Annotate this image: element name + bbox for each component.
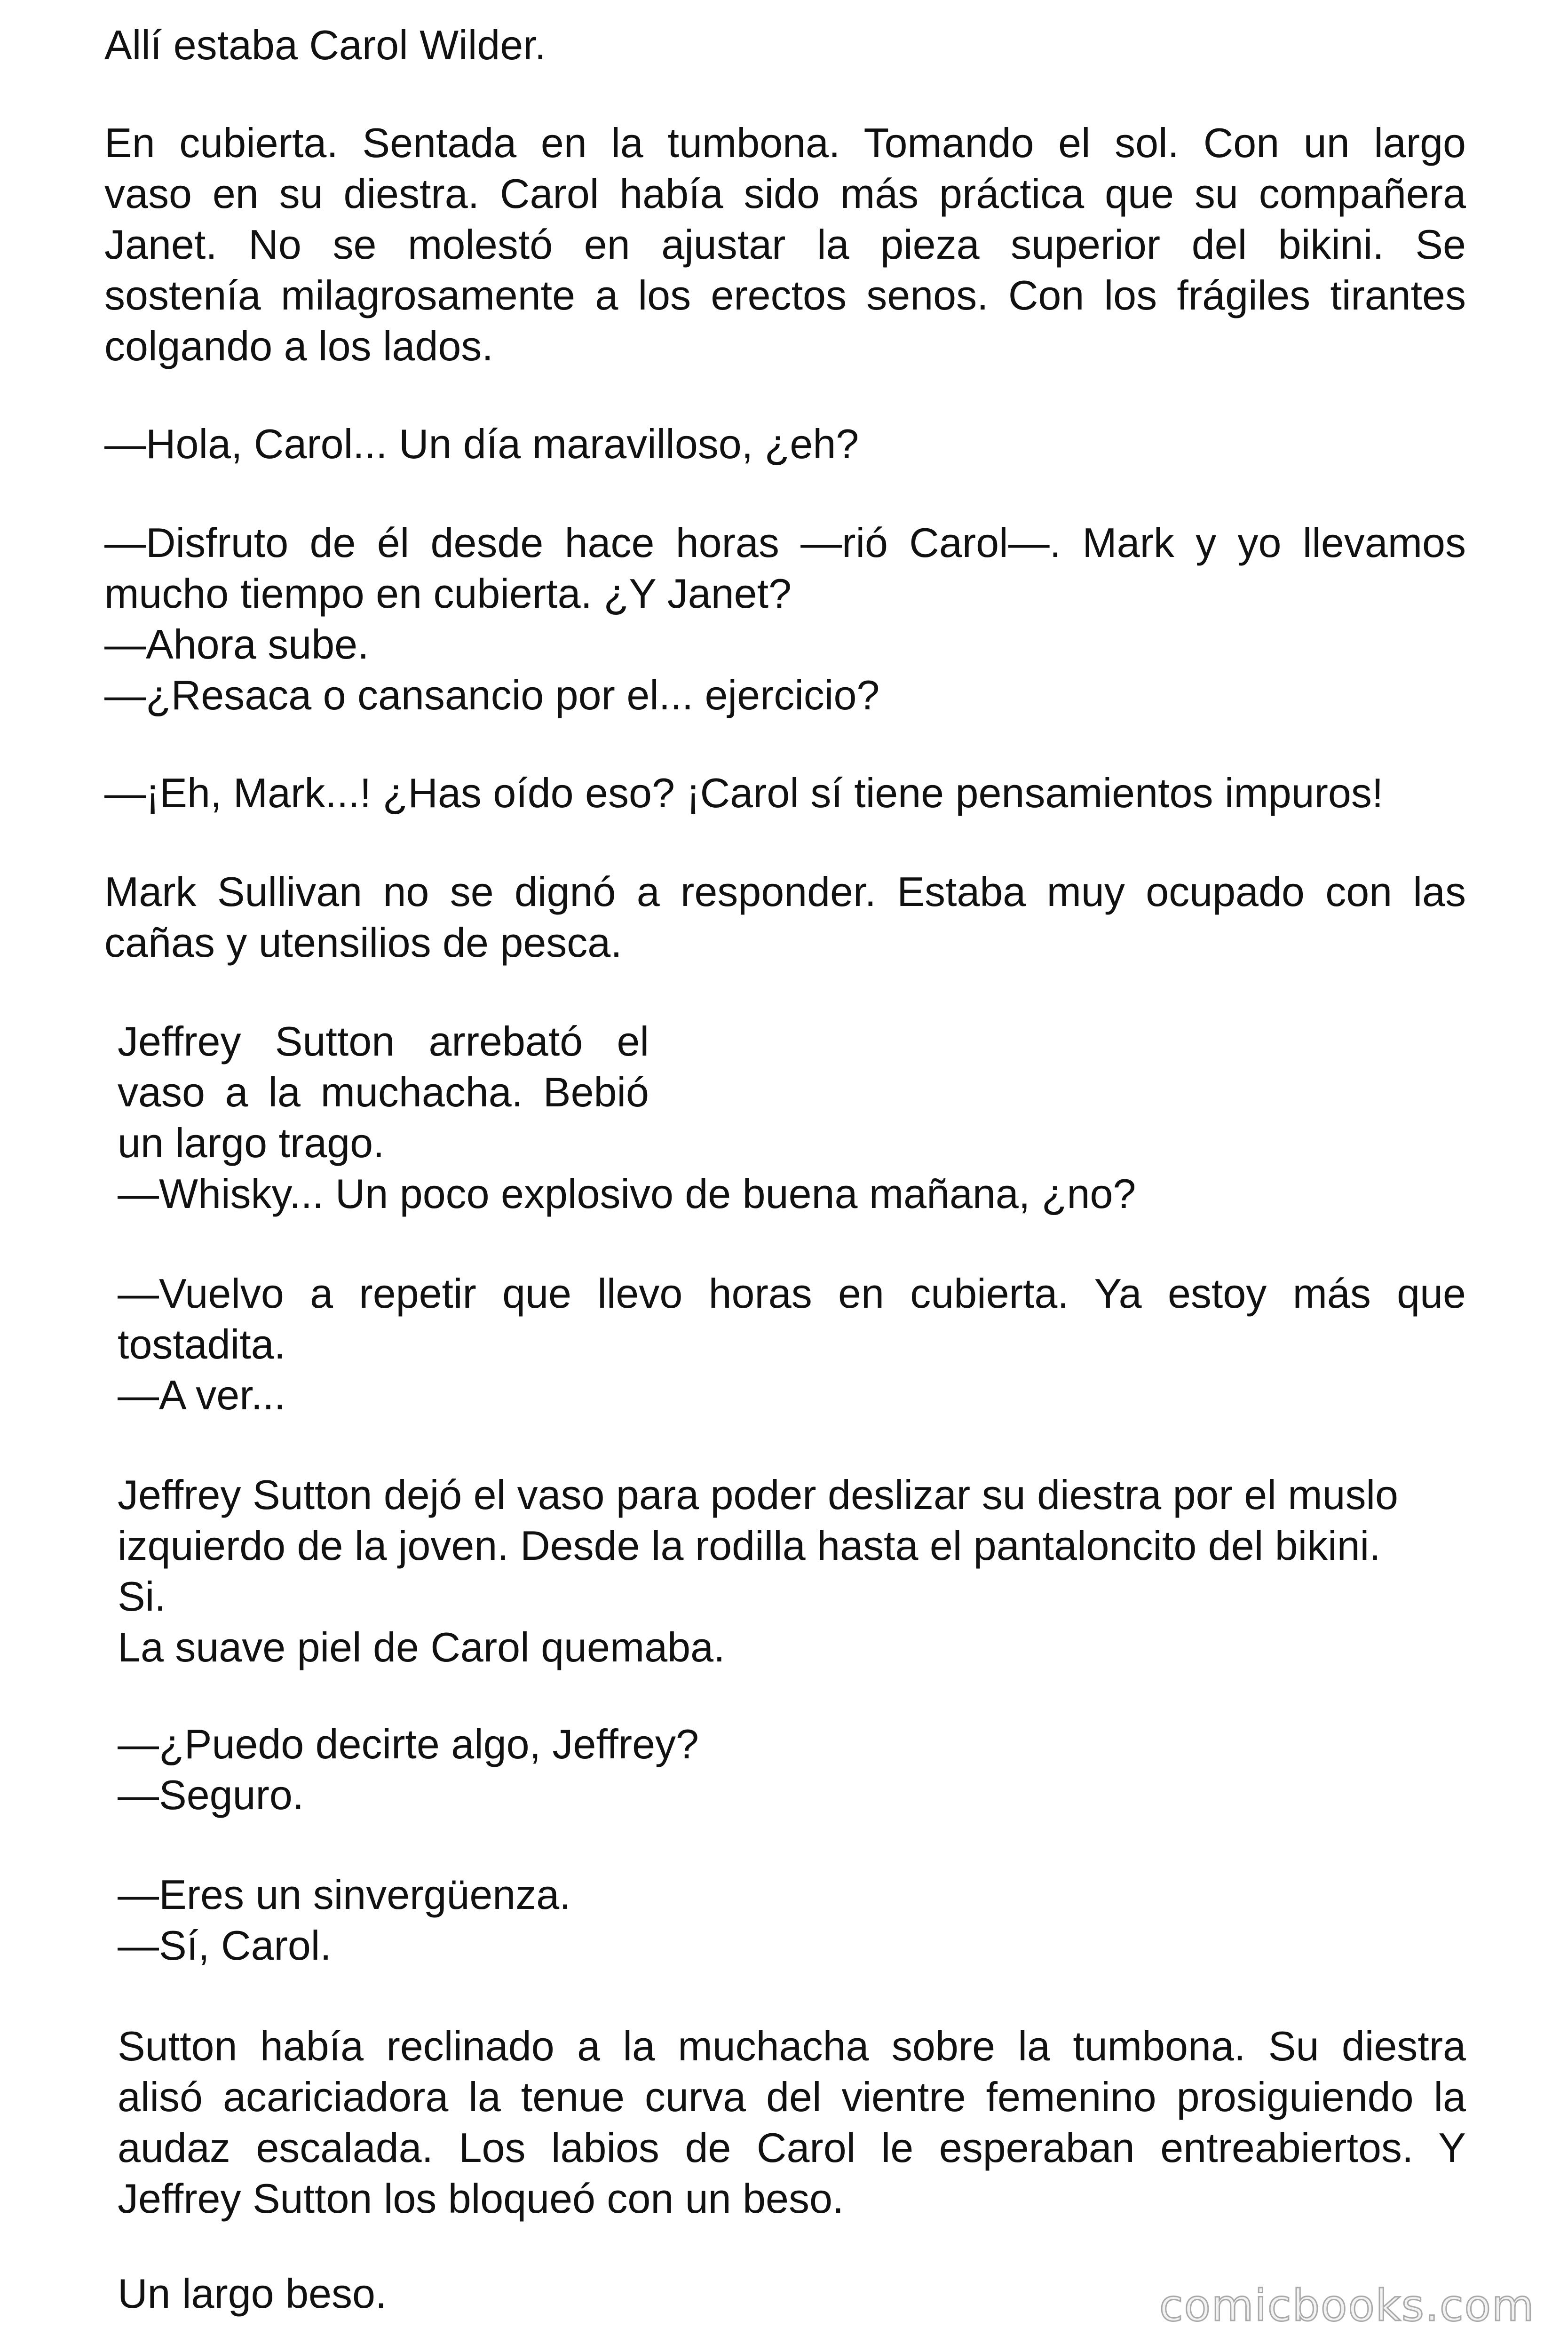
paragraph-carol-intro xyxy=(104,20,1466,71)
text-line: un largo trago. xyxy=(118,1120,385,1166)
text-line: izquierdo de la joven. Desde la rodilla hasta el pantaloncito del bikini. xyxy=(118,1522,1381,1569)
text-line: Un largo beso. xyxy=(118,2270,387,2317)
paragraph-dialogue-decirte xyxy=(118,1719,1466,1820)
paragraph-jeffrey-drink xyxy=(118,1016,649,1168)
text-line: Jeffrey Sutton los bloqueó con un beso. xyxy=(118,2175,844,2222)
text-line: —Whisky... Un poco explosivo de buena mañana, ¿no? xyxy=(118,1170,1136,1217)
text-line: tostadita. xyxy=(118,1321,286,1367)
text-line: Mark Sullivan no se dignó a responder. Estaba muy ocupado con las xyxy=(104,868,1466,915)
watermark-text: comicbooks.com xyxy=(1159,2280,1535,2331)
paragraph-whisky xyxy=(118,1168,1466,1219)
paragraph-jeffrey-touch xyxy=(118,1470,1466,1673)
paragraph-dialogue-sinverguenza xyxy=(118,1869,1466,1971)
text-line: Jeffrey Sutton arrebató el xyxy=(118,1018,649,1065)
text-line: Si. xyxy=(118,1573,166,1620)
text-line: —Seguro. xyxy=(118,1772,304,1818)
text-line: —¡Eh, Mark...! ¿Has oído eso? ¡Carol sí tiene pensamientos impuros! xyxy=(104,770,1384,816)
text-line: Sutton había reclinado a la muchacha sobre la tumbona. Su diestra xyxy=(118,2023,1466,2069)
text-line: —Eres un sinvergüenza. xyxy=(118,1871,571,1918)
text-line: Janet. No se molestó en ajustar la pieza superior del bikini. Se xyxy=(104,221,1466,268)
text-line: —A ver... xyxy=(118,1372,286,1418)
paragraph-greeting xyxy=(104,419,1466,469)
text-line: alisó acariciadora la tenue curva del vientre femenino prosiguiendo la xyxy=(118,2074,1466,2120)
text-line: cañas y utensilios de pesca. xyxy=(104,919,622,966)
text-line: —¿Puedo decirte algo, Jeffrey? xyxy=(118,1721,699,1767)
text-line: mucho tiempo en cubierta. ¿Y Janet? xyxy=(104,570,792,617)
text-line: vaso a la muchacha. Bebió xyxy=(118,1069,649,1115)
text-line: colgando a los lados. xyxy=(104,323,493,369)
text-line: Allí estaba Carol Wilder. xyxy=(104,22,546,68)
paragraph-mark-sullivan xyxy=(104,866,1466,968)
text-line: En cubierta. Sentada en la tumbona. Tomando el sol. Con un largo xyxy=(104,119,1466,166)
text-line: —Vuelvo a repetir que llevo horas en cubierta. Ya estoy más que xyxy=(118,1270,1466,1317)
paragraph-sutton-kiss xyxy=(118,2021,1466,2224)
paragraph-deck-description xyxy=(104,118,1466,372)
paragraph-tostadita xyxy=(118,1268,1466,1421)
text-line: —¿Resaca o cansancio por el... ejercicio? xyxy=(104,672,880,718)
text-line: —Hola, Carol... Un día maravilloso, ¿eh? xyxy=(104,421,859,467)
text-line: —Disfruto de él desde hace horas —rió Carol—. Mark y yo llevamos xyxy=(104,519,1466,566)
paragraph-dialogue-mark xyxy=(104,768,1466,818)
text-line: —Sí, Carol. xyxy=(118,1922,332,1969)
text-line: Jeffrey Sutton dejó el vaso para poder deslizar su diestra por el muslo xyxy=(118,1471,1398,1518)
paragraph-dialogue-janet xyxy=(104,517,1466,721)
text-line: audaz escalada. Los labios de Carol le esperaban entreabiertos. Y xyxy=(118,2124,1466,2171)
text-line: La suave piel de Carol quemaba. xyxy=(118,1624,725,1670)
text-line: vaso en su diestra. Carol había sido más práctica que su compañera xyxy=(104,170,1466,217)
text-line: sostenía milagrosamente a los erectos senos. Con los frágiles tirantes xyxy=(104,272,1466,318)
text-line: —Ahora sube. xyxy=(104,621,369,667)
